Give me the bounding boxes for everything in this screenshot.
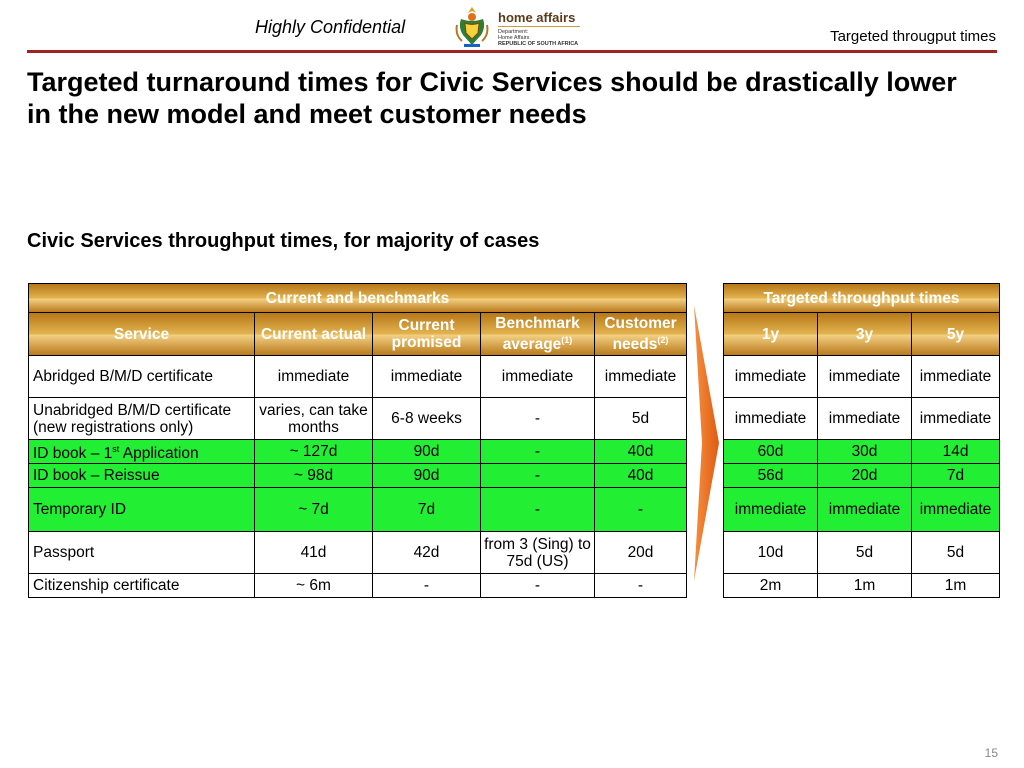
col-5y: 5y — [912, 313, 1000, 356]
promised-cell: immediate — [373, 356, 481, 398]
target-y5-cell: 5d — [912, 532, 1000, 574]
service-cell: Passport — [29, 532, 255, 574]
table-row — [29, 440, 687, 464]
home-affairs-logo — [454, 5, 584, 49]
col-service: Service — [29, 313, 255, 356]
promised-cell: 7d — [373, 488, 481, 532]
target-y3-cell: 5d — [818, 532, 912, 574]
current-benchmarks-table — [28, 283, 687, 598]
needs-cell: 40d — [595, 440, 687, 464]
table-row — [29, 464, 687, 488]
targeted-times-table — [723, 283, 1000, 598]
needs-cell: - — [595, 574, 687, 598]
target-y1-cell: 56d — [724, 464, 818, 488]
col-current-promised: Current promised — [373, 313, 481, 356]
page-number: 15 — [984, 746, 998, 760]
target-y5-cell: immediate — [912, 488, 1000, 532]
table-row — [29, 532, 687, 574]
needs-cell: - — [595, 488, 687, 532]
logo-line-2: Home Affairs — [498, 35, 530, 41]
promised-cell: - — [373, 574, 481, 598]
footnote-1: (1) — [561, 334, 573, 345]
benchmark-cell: - — [481, 398, 595, 440]
coat-of-arms-icon — [454, 5, 490, 49]
needs-cell: 5d — [595, 398, 687, 440]
benchmark-cell: - — [481, 488, 595, 532]
logo-line-1: Department: — [498, 29, 529, 35]
benchmark-cell: - — [481, 574, 595, 598]
actual-cell: varies, can take months — [255, 398, 373, 440]
target-y1-cell: immediate — [724, 398, 818, 440]
needs-cell: immediate — [595, 356, 687, 398]
footnote-2: (2) — [657, 334, 669, 345]
target-y5-cell: 7d — [912, 464, 1000, 488]
actual-cell: ~ 7d — [255, 488, 373, 532]
table-row — [724, 398, 1000, 440]
actual-cell: ~ 127d — [255, 440, 373, 464]
logo-name: home affairs — [498, 10, 576, 25]
table-row — [724, 464, 1000, 488]
col-current-actual: Current actual — [255, 313, 373, 356]
actual-cell: 41d — [255, 532, 373, 574]
col-customer-needs: Customer needs$^{(2)}$ — [595, 313, 687, 356]
target-y1-cell: 10d — [724, 532, 818, 574]
table-row — [724, 532, 1000, 574]
promised-cell: 90d — [373, 440, 481, 464]
logo-line-3: REPUBLIC OF SOUTH AFRICA — [498, 41, 579, 47]
col-1y: 1y — [724, 313, 818, 356]
service-cell: Unabridged B/M/D certificate (new registrations only) — [29, 398, 255, 440]
service-cell: Citizenship certificate — [29, 574, 255, 598]
target-y3-cell: immediate — [818, 488, 912, 532]
target-y1-cell: immediate — [724, 356, 818, 398]
table-row — [29, 356, 687, 398]
chevron-arrow-icon — [692, 305, 722, 581]
target-y5-cell: immediate — [912, 398, 1000, 440]
target-y1-cell: 60d — [724, 440, 818, 464]
targeted-group-header: Targeted throughput times — [724, 284, 1000, 313]
target-y5-cell: immediate — [912, 356, 1000, 398]
current-benchmarks-group-header: Current and benchmarks — [29, 284, 687, 313]
target-y1-cell: 2m — [724, 574, 818, 598]
actual-cell: immediate — [255, 356, 373, 398]
service-cell: Abridged B/M/D certificate — [29, 356, 255, 398]
col-3y: 3y — [818, 313, 912, 356]
table-row — [724, 488, 1000, 532]
benchmark-cell: immediate — [481, 356, 595, 398]
table-row — [29, 488, 687, 532]
needs-cell: 40d — [595, 464, 687, 488]
col-benchmark-average: Benchmark average$^{(1)}$ — [481, 313, 595, 356]
logo-underline — [498, 26, 580, 27]
benchmark-cell: - — [481, 440, 595, 464]
table-row — [724, 356, 1000, 398]
target-y5-cell: 14d — [912, 440, 1000, 464]
header-rule — [27, 50, 997, 53]
target-y3-cell: immediate — [818, 356, 912, 398]
header-topic: Targeted througput times — [830, 28, 996, 45]
page-title: Targeted turnaround times for Civic Services should be drastically lower in the new model and meet customer needs — [27, 67, 957, 129]
benchmark-cell: - — [481, 464, 595, 488]
table-row — [724, 574, 1000, 598]
benchmark-cell: from 3 (Sing) to 75d (US) — [481, 532, 595, 574]
needs-cell: 20d — [595, 532, 687, 574]
confidential-label: Highly Confidential — [255, 17, 406, 37]
table-row — [29, 574, 687, 598]
target-y3-cell: 1m — [818, 574, 912, 598]
service-cell: ID book – 1st Application — [29, 440, 255, 464]
service-cell: ID book – Reissue — [29, 464, 255, 488]
promised-cell: 42d — [373, 532, 481, 574]
table-row — [724, 440, 1000, 464]
service-cell: Temporary ID — [29, 488, 255, 532]
actual-cell: ~ 98d — [255, 464, 373, 488]
table-row — [29, 398, 687, 440]
promised-cell: 6-8 weeks — [373, 398, 481, 440]
target-y3-cell: immediate — [818, 398, 912, 440]
section-subtitle: Civic Services throughput times, for majority of cases — [27, 230, 540, 252]
target-y3-cell: 20d — [818, 464, 912, 488]
promised-cell: 90d — [373, 464, 481, 488]
target-y5-cell: 1m — [912, 574, 1000, 598]
actual-cell: ~ 6m — [255, 574, 373, 598]
target-y1-cell: immediate — [724, 488, 818, 532]
target-y3-cell: 30d — [818, 440, 912, 464]
